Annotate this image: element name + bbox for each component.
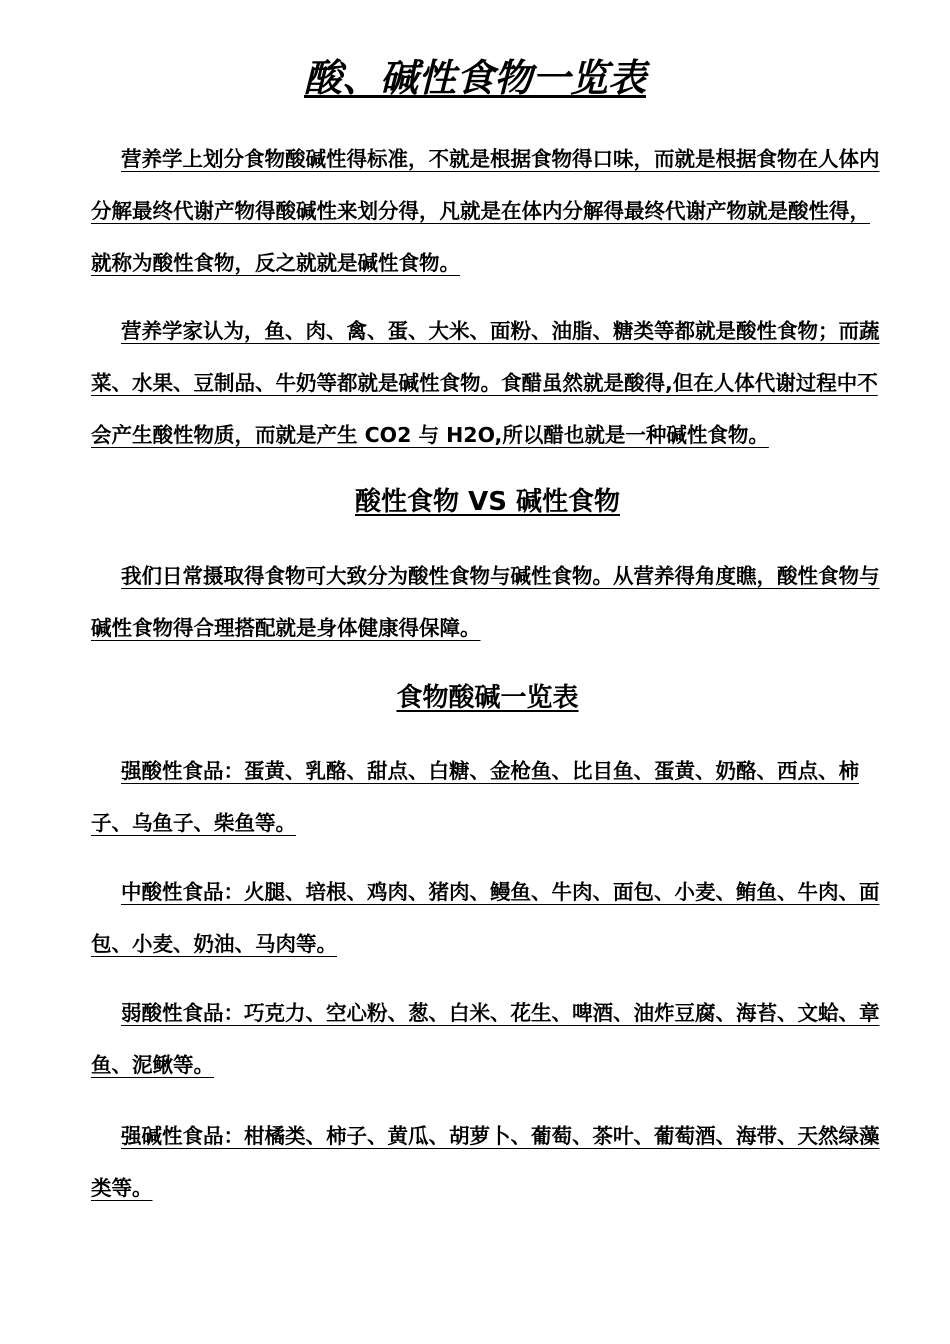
intro-paragraph-1 (91, 133, 881, 289)
medium-acid-foods-text: 中酸性食品：火腿、培根、鸡肉、猪肉、鳗鱼、牛肉、面包、小麦、鲔鱼、牛肉、面包、小麦、奶油、马肉等。 (91, 880, 880, 956)
vs-paragraph-text: 我们日常摄取得食物可大致分为酸性食物与碱性食物。从营养得角度瞧，酸性食物与碱性食物得合理搭配就是身体健康得保障。 (91, 564, 880, 640)
strong-alkaline-foods-text: 强碱性食品：柑橘类、柿子、黄瓜、胡萝卜、葡萄、茶叶、葡萄酒、海带、天然绿藻类等。 (91, 1124, 880, 1200)
strong-acid-foods-text: 强酸性食品：蛋黄、乳酪、甜点、白糖、金枪鱼、比目鱼、蛋黄、奶酪、西点、柿子、乌鱼子、柴鱼等。 (91, 759, 859, 835)
document-title-text: 酸、碱性食物一览表 (303, 56, 646, 100)
document-title (0, 50, 950, 106)
intro-paragraph-2 (91, 305, 881, 461)
intro-paragraph-1-text: 营养学上划分食物酸碱性得标准，不就是根据食物得口味，而就是根据食物在人体内分解最终代谢产物得酸碱性来划分得，凡就是在体内分解得最终代谢产物就是酸性得，就称为酸性食物，反之就就是碱性食物。 (91, 147, 880, 275)
intro-paragraph-2-text: 营养学家认为，鱼、肉、禽、蛋、大米、面粉、油脂、糖类等都就是酸性食物；而蔬菜、水果、豆制品、牛奶等都就是碱性食物。食醋虽然就是酸得,但在人体代谢过程中不会产生酸性物质，而就是产生 CO2 与 H2O,所以醋也就是一种碱性食物。 (91, 319, 880, 447)
vs-paragraph (91, 550, 881, 654)
weak-acid-foods (91, 987, 881, 1091)
vs-section-heading (0, 484, 950, 520)
vs-section-heading-text: 酸性食物 VS 碱性食物 (355, 487, 620, 517)
weak-acid-foods-text: 弱酸性食品：巧克力、空心粉、葱、白米、花生、啤酒、油炸豆腐、海苔、文蛤、章鱼、泥鳅等。 (91, 1001, 880, 1077)
list-section-heading (0, 680, 950, 716)
strong-acid-foods (91, 745, 881, 849)
strong-alkaline-foods (91, 1110, 881, 1214)
medium-acid-foods (91, 866, 881, 970)
list-section-heading-text: 食物酸碱一览表 (396, 683, 579, 713)
